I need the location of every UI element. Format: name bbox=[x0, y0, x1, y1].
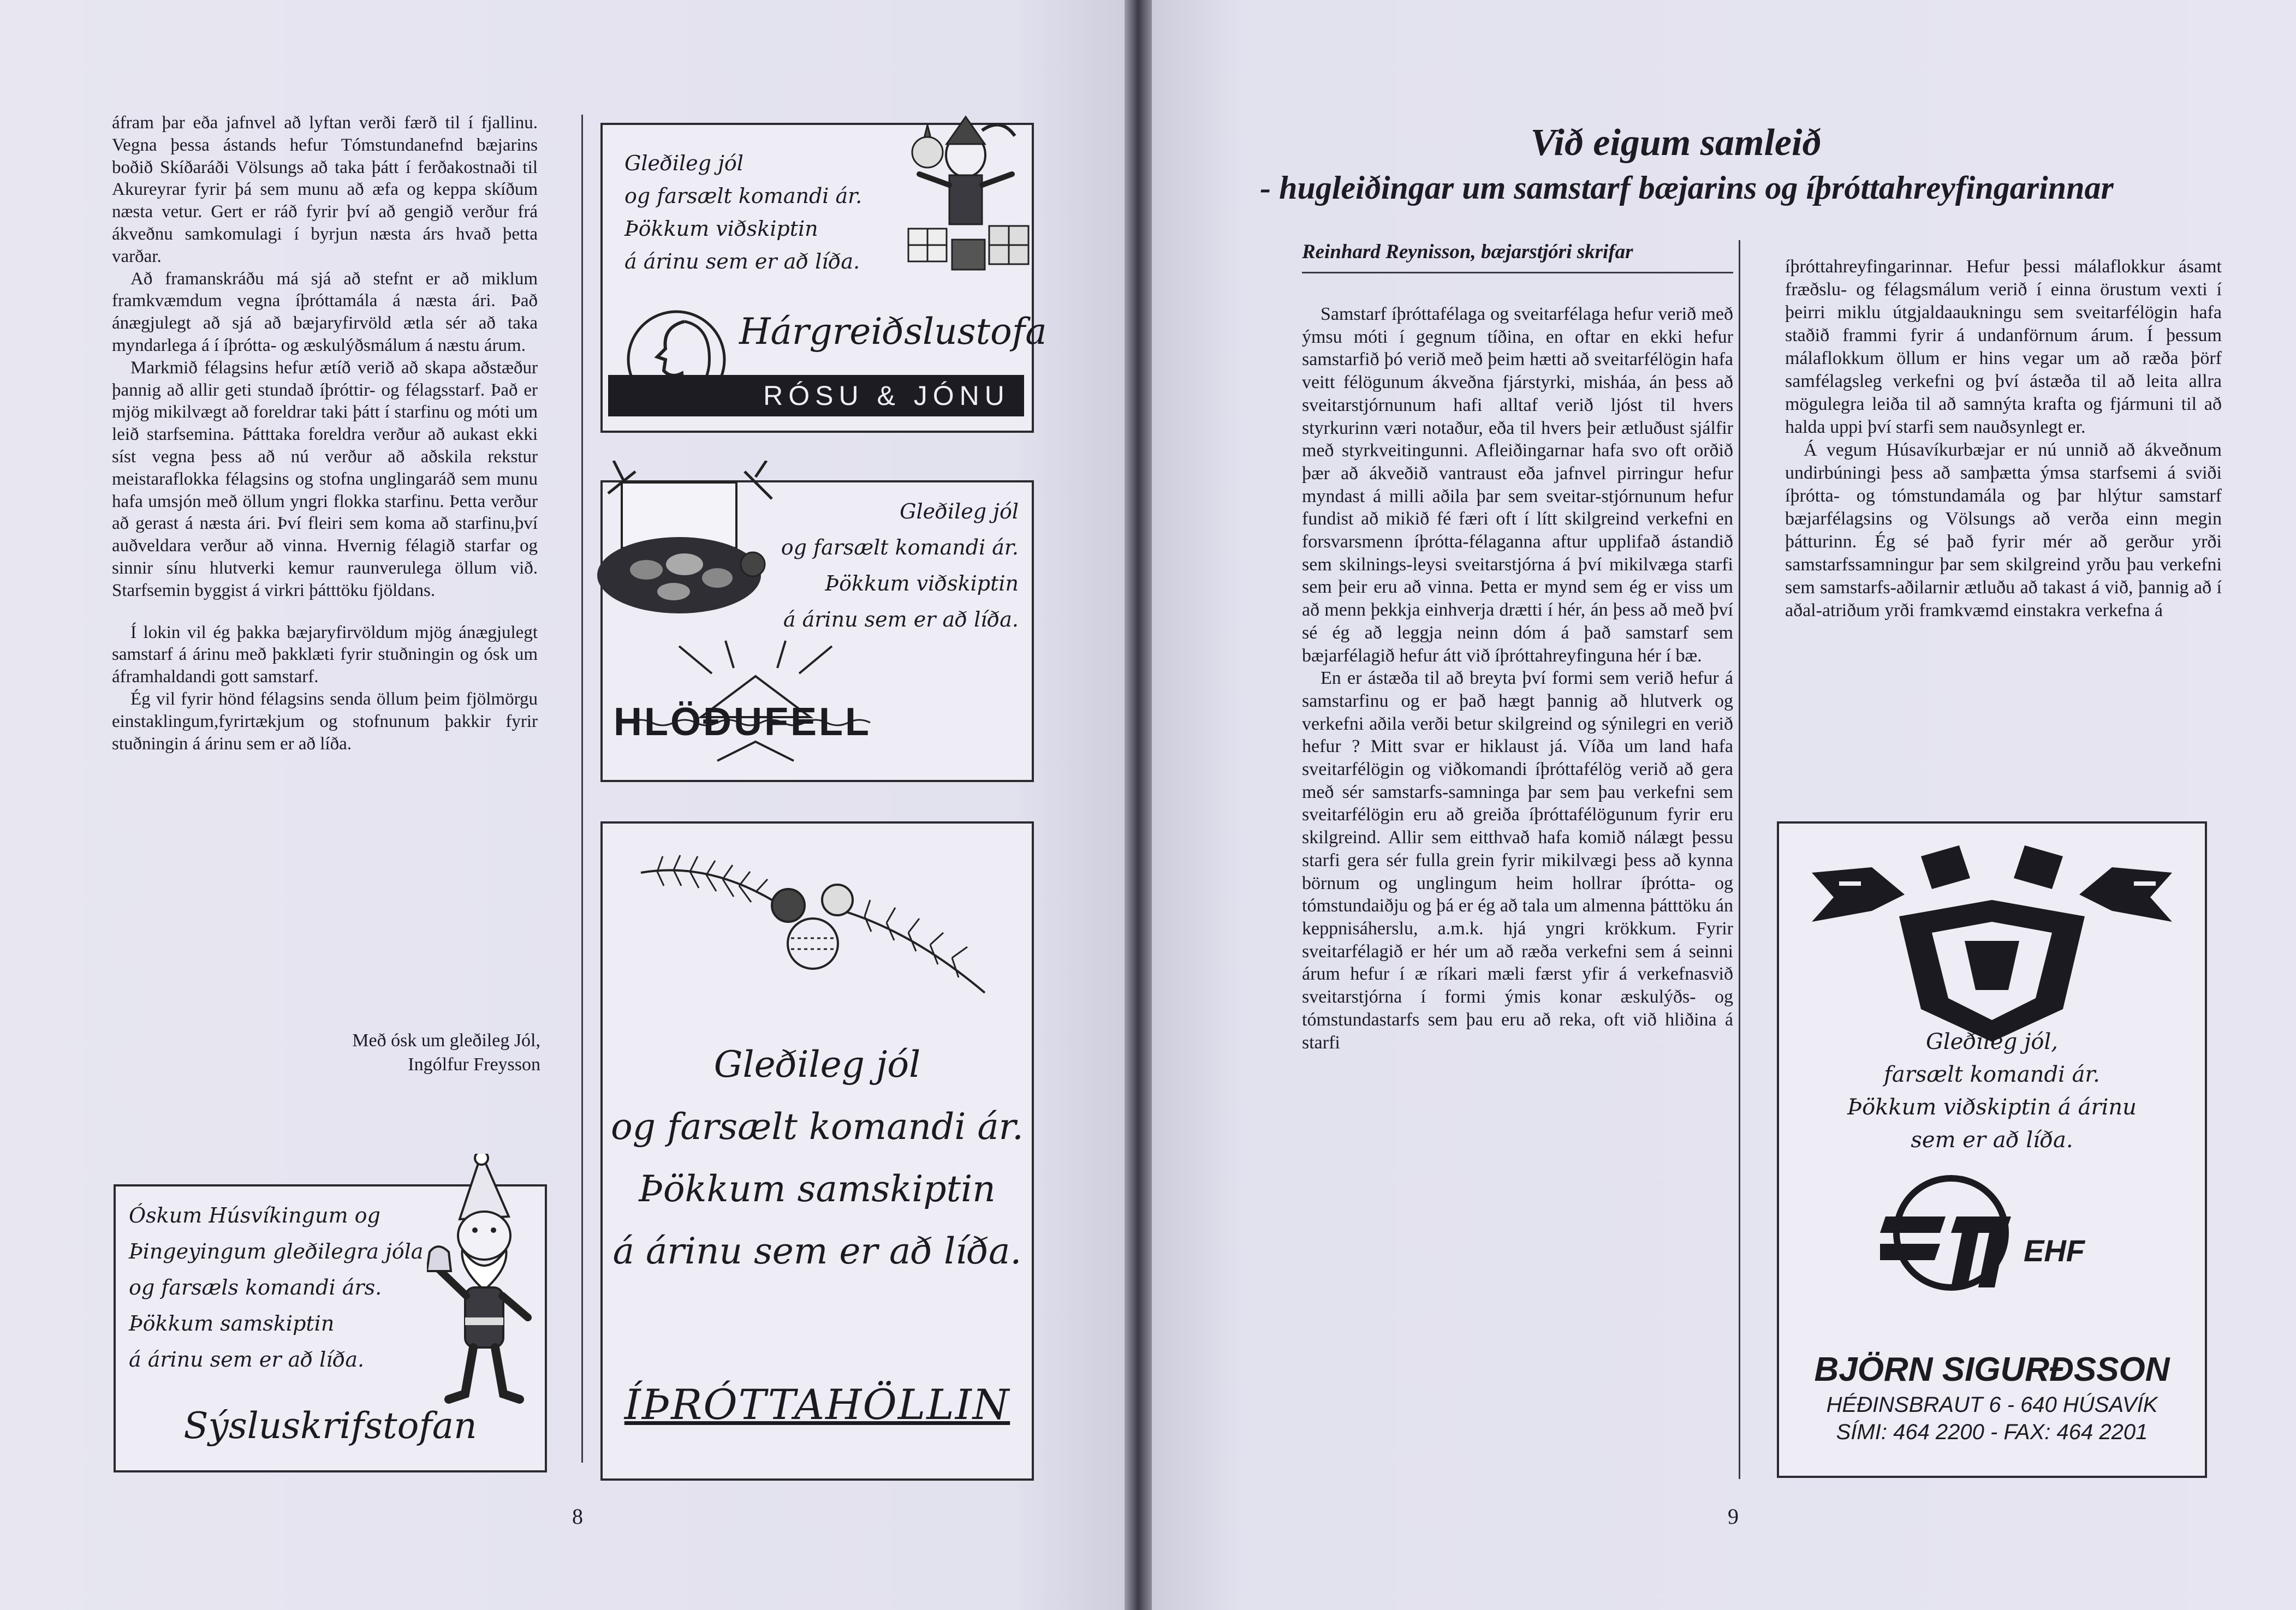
signoff-name: Ingólfur Freysson bbox=[408, 1054, 540, 1075]
brand-sub: RÓSU & JÓNU bbox=[763, 380, 1010, 411]
ad-line: Þökkum samskiptin bbox=[639, 1168, 996, 1210]
brand-script: Hárgreiðslustofa bbox=[739, 311, 1047, 353]
paragraph: Í lokin vil ég þakka bæjaryfirvöldum mjög ánægjulegt samstarf á árinu með þakklæti fyrir stuðningin og ósk um áframhaldandi gott samstarf. bbox=[112, 622, 538, 687]
paragraph: Að framanskráðu má sjá að stefnt er að miklum framkvæmdum vegna íþróttamála á næsta ári. Það ánægjulegt að sjá að bæjaryfirvöld ætla sér að taka myndarlega á í íþrótta- og æskulýðsmálum á næstu árum. bbox=[112, 269, 538, 355]
ad-line: Þingeyingum gleðilegra jóla bbox=[129, 1239, 424, 1263]
sunrise-logo-icon bbox=[619, 624, 892, 766]
brand: HLÖÐUFELL bbox=[614, 700, 871, 744]
pine-branch-ornaments-icon bbox=[624, 840, 1007, 1004]
ad-line: Gleðileg jól bbox=[624, 151, 743, 175]
ad-ithrottahollin bbox=[600, 821, 1034, 1481]
byline-rule bbox=[1302, 272, 1733, 273]
ad-line: sem er að líða. bbox=[1911, 1128, 2073, 1153]
page-number: 9 bbox=[1728, 1504, 1739, 1529]
ad-line: Óskum Húsvíkingum og bbox=[129, 1203, 380, 1227]
ad-bjorn-sigurdsson bbox=[1777, 821, 2207, 1478]
company-name: BJÖRN SIGURÐSSON bbox=[1814, 1351, 2170, 1388]
ad-text bbox=[1779, 1025, 2205, 1156]
ad-line: og farsæls komandi árs. bbox=[129, 1275, 382, 1299]
logo-suffix: EHF bbox=[2024, 1233, 2085, 1268]
ad-line: á árinu sem er að líða. bbox=[129, 1347, 365, 1372]
paragraph: Á vegum Húsavíkurbæjar er nú unnið að ákveðnum undirbúningi þess að samþætta ýmsa starfsemi á sviði íþrótta- og tómstundamála og þar hlýtur samstarf bæjarfélagsins og Völsungs að verða einn megin þátturinn. Ég sé það fyrir mér að gerður yrði samstarfssamningur þar sem skilgreind yrðu þau verkefni sem samstarfs-aðilarnir ætluðu að takast á við, þannig að í aðal-atriðum yrði framkvæmd einstakra verkefna á bbox=[1785, 440, 2222, 621]
ad-line: Þökkum samskiptin bbox=[129, 1311, 335, 1335]
ad-line: farsælt komandi ár. bbox=[1884, 1062, 2100, 1087]
column-divider bbox=[1739, 240, 1740, 1479]
ad-line: og farsælt komandi ár. bbox=[624, 184, 863, 208]
article-title: Við eigum samleið bbox=[1530, 122, 1822, 164]
ad-hlodufell bbox=[600, 480, 1034, 782]
paragraph: Ég vil fyrir hönd félagsins senda öllum þeim fjölmörgu einstaklingum,fyrirtækjum og stofnunum þakkir fyrir stuðningin á árinu sem er að líða. bbox=[112, 689, 538, 754]
paragraph: En er ástæða til að breyta því formi sem verið hefur á samstarfinu og er það hægt þannig að hlutverk og verkefni aðila verði betur skilgreind og sýnilegri en verið hefur ? Mitt svar er hiklaust já. Víða um land hafa sveitarfélögin og viðkomandi íþróttafélög verið að gera með sér samstarfs-samninga þar sem þau verkefni sem sveitarfélögin eru að greiða íþróttafélögunum fyrir eru skilgreind. Allir sem eitthvað hafa komið nálægt þessu starfi gera sér fulla grein fyrir mikilvægi þess að kynna börnum og unglingum heim hollrar íþrótta- og tómstundaiðju og þá er ég að tala um almenna þátttöku án keppnisáherslu, a.m.k. hjá yngri krökkum. Fyrir sveitarfélagið er hér um að ræða verkefni sem á seinni árum hefur í æ ríkari mæli færst yfir á verkefnasvið sveitarstjórna í formi ýmis konar æskulýðs- og tómstundastarfs sem þau eru að reka, oft við hliðina á starfi bbox=[1302, 668, 1733, 1053]
company-address: HÉÐINSBRAUT 6 - 640 HÚSAVÍK bbox=[1826, 1393, 2158, 1417]
gift-bow-logo-icon bbox=[1806, 845, 2178, 1053]
ad-signature: Sýsluskrifstofan bbox=[183, 1405, 477, 1447]
ad-text bbox=[624, 147, 862, 278]
signoff bbox=[273, 1029, 540, 1077]
right-page bbox=[1152, 0, 2296, 1610]
ad-syslumadur bbox=[114, 1184, 547, 1472]
article-subtitle: - hugleiðingar um samstarf bæjarins og íþróttahreyfingarinnar bbox=[1260, 170, 2114, 206]
right-article-column-2 bbox=[1785, 255, 2222, 622]
cake-platter-icon bbox=[592, 461, 788, 624]
company-phone: SÍMI: 464 2200 - FAX: 464 2201 bbox=[1836, 1420, 2148, 1444]
ad-line: Þökkum viðskiptin á árinu bbox=[1847, 1095, 2137, 1120]
ad-line: Gleðileg jól bbox=[713, 1043, 921, 1086]
ad-line: og farsælt komandi ár. bbox=[611, 1106, 1024, 1148]
ad-line: á árinu sem er að líða. bbox=[612, 1230, 1022, 1272]
ad-line: og farsælt komandi ár. bbox=[781, 535, 1019, 559]
ad-hargreidslustofa bbox=[600, 123, 1047, 433]
column-divider bbox=[581, 115, 583, 1463]
bs-ehf-logo-icon bbox=[1880, 1173, 2022, 1298]
ad-line: á árinu sem er að líða. bbox=[624, 249, 860, 273]
right-article-column-1 bbox=[1302, 303, 1733, 1054]
left-page bbox=[0, 0, 1125, 1610]
paragraph: Markmið félagsins hefur ætíð verið að skapa aðstæður þannig að allir geti stundað íþróttir- og félagsstarf. Það er mjög mikilvægt að foreldrar taki þátt í starfinu og móti um leið starfsemina. Þátttaka foreldra verður að aukast ekki síst vegna þess að nú verður að aðskila rekstur meistaraflokka félagsins og stofna unglingaráð sem munu hafa umsjón með öllum yngri flokka starfinu. Þetta verður að gerast á næsta ári. Því fleiri sem koma að starfinu,því auðveldara verður að vinna. Hvernig félagið starfar og sinnir sínu hlutverki kemur raunverulega öllum við. Starfsemin byggist á virkri þátttöku fjöldans. bbox=[112, 357, 538, 600]
ad-text bbox=[129, 1197, 423, 1378]
book-gutter bbox=[1125, 0, 1152, 1610]
ad-text bbox=[603, 1034, 1032, 1283]
ad-line: Þökkum viðskiptin bbox=[624, 217, 818, 241]
ad-line: á árinu sem er að líða. bbox=[783, 607, 1019, 631]
ad-line: Gleðileg jól, bbox=[1925, 1029, 2059, 1054]
signoff-line: Með ósk um gleðileg Jól, bbox=[352, 1030, 540, 1051]
elf-with-gifts-icon bbox=[897, 114, 1034, 294]
left-article-column bbox=[112, 112, 538, 755]
byline: Reinhard Reynisson, bæjarstjóri skrifar bbox=[1302, 241, 1633, 263]
ad-line: Þökkum viðskiptin bbox=[825, 571, 1019, 595]
paragraph: áfram þar eða jafnvel að lyftan verði færð til í fjallinu. Vegna þessa ástands hefur Tómstundanefnd bæjarins boðið Skíðaráði Völsungs að taka þátt í ferðakostnaði til Akureyrar fyrir þá sem munu að æfa og keppa skíðum næsta vetur. Gert er ráð fyrir því að gengið verður frá ákveðnu samkomulagi í byrjun næsta árs hvað þetta varðar. bbox=[112, 113, 538, 266]
paragraph: íþróttahreyfingarinnar. Hefur þessi málaflokkur ásamt fræðslu- og félagsmálum verið í einna örustum vexti í þeirri miklu útgjaldaaukningu sem sveitarfélögin hafa staðið frammi fyrir á undanförnum árum. Í þessum málaflokkum öllum er hins vegar um að ræða þörf samfélagsleg verkefni og því ástæða til að leita allra mögulegra leiða til að samnýta krafta og fjármuni til að halda uppi því starfi sem nauðsynlegt er. bbox=[1785, 257, 2222, 437]
ad-text bbox=[781, 493, 1019, 637]
page-number: 8 bbox=[572, 1504, 583, 1529]
ad-line: Gleðileg jól bbox=[900, 499, 1019, 523]
brand: ÍÞRÓTTAHÖLLIN bbox=[624, 1380, 1010, 1429]
paragraph: Samstarf íþróttafélaga og sveitarfélaga hefur verið með ýmsu móti í gegnum tíðina, en oftar en ekki hefur samstarfið þó verið með þeim hætti að sveitarfélögin hafa veitt félögunum ákveðna fjárstyrki, misháa, án þess að sveitarstjórnunum hafi alltaf verið ljóst til hvers styrkurinn væri notaður, eða til hvers þeir ætluðust sjálfir með styrkveitingunni. Afleiðingarnar hafa svo oft orðið þær að ákveðið vantraust eða jafnvel pirringur hefur myndast á milli aðila þar sem sveitar-stjórnunum hefur fundist að mikið fé færi oft í lítt skilgreind verkefni en forsvarsmenn íþrótta-félaganna aftur upplifað ástandið sem skilnings-leysi sveitarstjórna á því mikilvæga starfi sem þeir eru að vinna. Þetta er mynd sem ég er viss um að menn þekkja einhverja drætti í hér, án þess að með því sé ég að leggja neinn dóm á það samstarf sem bæjarfélagið hefur átt við íþróttahreyfinguna hér í bæ. bbox=[1302, 304, 1733, 666]
elf-with-bell-icon bbox=[427, 1154, 542, 1410]
